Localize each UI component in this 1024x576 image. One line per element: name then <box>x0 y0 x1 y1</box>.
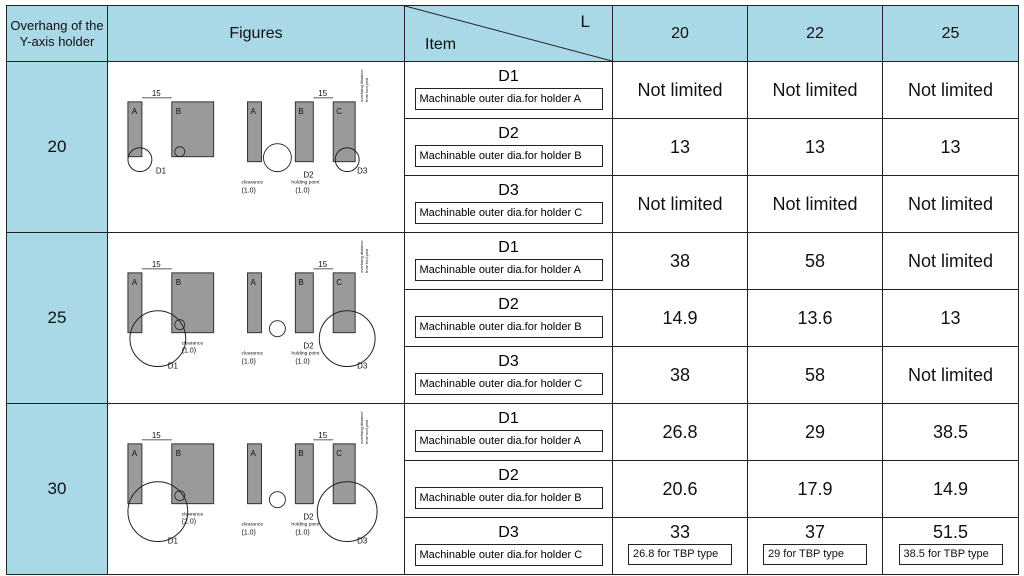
corner-label-item: Item <box>425 36 457 53</box>
value-cell: 14.9 <box>883 461 1019 518</box>
corner-label-L: L <box>580 12 590 31</box>
col-header-20: 20 <box>613 6 748 62</box>
value-cell: 13 <box>883 119 1019 176</box>
overhang-value: 20 <box>7 62 108 233</box>
figure-label: (1.0) <box>241 529 256 537</box>
value-cell: 13.6 <box>748 290 883 347</box>
item-cell <box>405 119 613 176</box>
figure-label: 15 <box>318 431 328 441</box>
figure-label: 15 <box>151 431 161 441</box>
item-description: Machinable outer dia.for holder A <box>415 430 603 452</box>
figure-label: D1 <box>167 536 178 546</box>
holder-spec-table <box>6 5 1019 575</box>
figure-label: A <box>250 449 256 459</box>
figure-label: A <box>250 278 256 288</box>
value-cell: 38 <box>613 233 748 290</box>
figure-label: clearance <box>181 511 204 518</box>
figure-label: D2 <box>303 341 314 351</box>
table-row <box>7 233 1019 290</box>
figure-label: C <box>336 278 342 288</box>
figure-label: D1 <box>155 166 167 176</box>
item-name: D3 <box>498 353 519 370</box>
figure-label: 15 <box>318 260 328 270</box>
figure-label: clearance <box>241 179 264 186</box>
figure-label: A <box>250 107 256 117</box>
figure-label: (1.0) <box>241 187 256 195</box>
overhang-header <box>7 6 108 62</box>
table-body <box>7 62 1019 575</box>
figure-label: D1 <box>167 361 178 371</box>
value-cell: 14.9 <box>613 290 748 347</box>
figure-label: (1.0) <box>295 529 310 537</box>
figure-label: from tool post <box>364 78 370 103</box>
value-cell: 13 <box>883 290 1019 347</box>
value-cell: 17.9 <box>748 461 883 518</box>
figure-label: 15 <box>151 260 161 270</box>
figure-label: D3 <box>357 361 368 371</box>
value-cell: 13 <box>613 119 748 176</box>
figure-label: B <box>298 278 304 288</box>
item-cell <box>405 176 613 233</box>
item-description: Machinable outer dia.for holder A <box>415 259 603 281</box>
figure-label: clearance <box>241 521 264 528</box>
item-description: Machinable outer dia.for holder B <box>415 145 603 167</box>
table-row <box>7 404 1019 461</box>
item-name: D3 <box>498 182 519 199</box>
figure-label: B <box>175 107 182 117</box>
item-description: Machinable outer dia.for holder B <box>415 487 603 509</box>
figure-label: 15 <box>151 89 161 99</box>
item-name: D2 <box>498 125 519 142</box>
value-cell: Not limited <box>748 62 883 119</box>
holder-diagram-2 <box>108 233 404 402</box>
figure-label: D2 <box>303 512 314 522</box>
holder-diagram-1 <box>108 62 404 231</box>
item-name: D1 <box>498 239 519 256</box>
value-main: 33 <box>669 522 691 542</box>
value-main: 37 <box>804 522 826 542</box>
item-name: D3 <box>498 524 519 541</box>
figure-label: from tool post <box>364 420 370 445</box>
value-note: 38.5 for TBP type <box>899 544 1003 565</box>
item-name: D2 <box>498 296 519 313</box>
figure-label: (1.0) <box>181 347 197 355</box>
col-header-25: 25 <box>883 6 1019 62</box>
figure-label: overhang distance <box>359 69 365 103</box>
overhang-value: 25 <box>7 233 108 404</box>
value-note: 29 for TBP type <box>763 544 867 565</box>
figure-label: 15 <box>318 89 328 99</box>
figure-label: overhang distance <box>359 411 365 445</box>
figure-label: B <box>175 278 182 288</box>
figure-label: (1.0) <box>295 187 310 195</box>
value-cell: Not limited <box>883 233 1019 290</box>
item-cell <box>405 461 613 518</box>
figure-label: C <box>336 449 342 459</box>
item-name: D1 <box>498 410 519 427</box>
value-cell: 58 <box>748 347 883 404</box>
value-cell <box>883 518 1019 575</box>
figure-label: holding point <box>291 179 320 186</box>
table-row <box>7 62 1019 119</box>
holder-figure-cell <box>108 233 405 404</box>
item-cell <box>405 347 613 404</box>
item-cell <box>405 290 613 347</box>
value-cell <box>748 518 883 575</box>
figure-label: (2.0) <box>181 518 197 526</box>
figure-label: D3 <box>357 536 368 546</box>
header-row <box>7 6 1019 62</box>
figures-header: Figures <box>108 6 405 62</box>
item-name: D1 <box>498 68 519 85</box>
value-cell: 38.5 <box>883 404 1019 461</box>
figure-label: C <box>336 107 342 117</box>
figure-label: B <box>298 107 304 117</box>
value-cell: 29 <box>748 404 883 461</box>
value-cell: Not limited <box>883 347 1019 404</box>
figure-label: clearance <box>241 350 264 357</box>
holder-diagram-3 <box>108 404 404 573</box>
value-cell: 26.8 <box>613 404 748 461</box>
figure-label: holding point <box>291 521 320 528</box>
item-description: Machinable outer dia.for holder C <box>415 202 603 224</box>
overhang-header-line1: Overhang of the <box>10 17 104 33</box>
value-cell: 13 <box>748 119 883 176</box>
figure-label: D2 <box>303 170 314 180</box>
figure-label: (1.0) <box>241 358 256 366</box>
value-cell: 58 <box>748 233 883 290</box>
figure-label: B <box>298 449 304 459</box>
item-description: Machinable outer dia.for holder A <box>415 88 603 110</box>
figure-label: A <box>131 278 138 288</box>
value-cell: 20.6 <box>613 461 748 518</box>
value-cell: Not limited <box>748 176 883 233</box>
figure-label: from tool post <box>364 249 370 274</box>
overhang-header-line2: Y-axis holder <box>19 33 95 49</box>
value-cell: 38 <box>613 347 748 404</box>
item-description: Machinable outer dia.for holder C <box>415 544 603 566</box>
overhang-value: 30 <box>7 404 108 575</box>
item-cell <box>405 404 613 461</box>
value-cell: Not limited <box>883 62 1019 119</box>
value-cell: Not limited <box>613 176 748 233</box>
item-name: D2 <box>498 467 519 484</box>
value-cell <box>613 518 748 575</box>
figure-label: D3 <box>357 166 368 176</box>
item-description: Machinable outer dia.for holder C <box>415 373 603 395</box>
value-note: 26.8 for TBP type <box>628 544 732 565</box>
value-main: 51.5 <box>932 522 969 542</box>
holder-figure-cell <box>108 404 405 575</box>
col-header-22: 22 <box>748 6 883 62</box>
figure-label: (1.0) <box>295 358 310 366</box>
figure-label: holding point <box>291 350 320 357</box>
figure-label: clearance <box>181 340 204 347</box>
figure-label: overhang distance <box>359 240 365 274</box>
figure-label: A <box>131 107 138 117</box>
item-description: Machinable outer dia.for holder B <box>415 316 603 338</box>
value-cell: Not limited <box>883 176 1019 233</box>
item-cell <box>405 518 613 575</box>
holder-figure-cell <box>108 62 405 233</box>
figure-label: B <box>175 449 182 459</box>
item-cell <box>405 233 613 290</box>
item-corner-header <box>405 6 613 62</box>
figure-label: A <box>131 449 138 459</box>
item-cell <box>405 62 613 119</box>
value-cell: Not limited <box>613 62 748 119</box>
